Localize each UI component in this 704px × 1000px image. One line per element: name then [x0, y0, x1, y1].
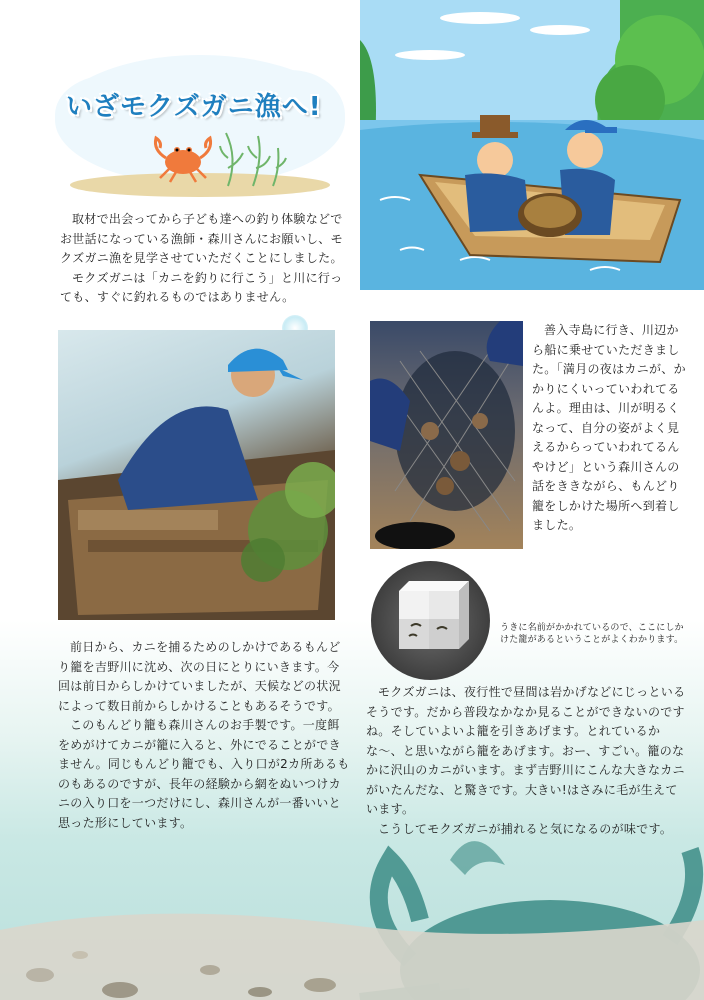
float-photo	[371, 561, 490, 680]
float-caption: うきに名前がかかれているので、ここにしかけた籠があるということがよくわかります。	[500, 623, 684, 645]
intro-paragraph-2: モクズガニは「カニを釣りに行こう」と川に行っても、すぐに釣れるものではありません。	[60, 270, 343, 304]
right-bottom-paragraph-2: こうしてモクズガニが捕れると気になるのが味です。	[378, 821, 673, 836]
fishermen-illustration	[360, 0, 704, 290]
left-bottom-paragraph-1: 前日から、カニを捕るためのしかけであるもんどり籠を吉野川に沈め、次の日にとりにいきます。今回は前日からしかけていましたが、天候などの状況によって数日前からしかけることもあるそうです。	[58, 640, 341, 713]
intro-paragraph-1: 取材で出会ってから子ども達への釣り体験などでお世話になっている漁師・森川さんにお願いし、モクズガニ漁を見学させていただくことにしました。	[60, 212, 343, 265]
seaweed-icon	[218, 128, 288, 188]
page-title: いざモクズガニ漁へ!	[66, 92, 322, 122]
crab-icon	[148, 130, 218, 185]
left-bottom-paragraph-2: このもんどり籠も森川さんのお手製です。一度餌をめがけてカニが籠に入ると、外にでることができません。同じもんどり籠でも、入り口が2カ所あるものもあるのですが、長年の経験から網をぬいつけカニの入り口を一つだけにし、森川さんが一番いいと思った形にしています。	[58, 718, 350, 830]
right-top-paragraph-1: 善入寺島に行き、川辺から船に乗せていただきました。「満月の夜はカニが、かかりにくいっていわれてるんよ。理由は、川が明るくなって、自分の姿がよく見えるからっていわれてるんやけど」という森川さんの話をききながら、もんどり籠をしかけた場所へ到着しました。	[532, 323, 686, 532]
right-top-text	[532, 321, 688, 536]
left-bottom-text	[58, 638, 350, 833]
intro-text	[60, 210, 352, 308]
riverbed-ground	[0, 900, 704, 1000]
right-bottom-paragraph-1: モクズガニは、夜行性で昼間は岩かげなどにじっといるそうです。だから普段なかなか見ることができないのですね。そしていよいよ籠を引きあげます。とれているかな〜、と思いながら籠をあげます。おー、すごい。籠のなかに沢山のカニがいます。まず吉野川にこんな大きなカニがいたんだな、と驚きです。大きい!はさみに毛が生えています。	[366, 685, 686, 816]
fisherman-boat-photo	[58, 330, 335, 620]
crab-net-photo	[370, 321, 523, 549]
right-bottom-text	[366, 683, 688, 839]
